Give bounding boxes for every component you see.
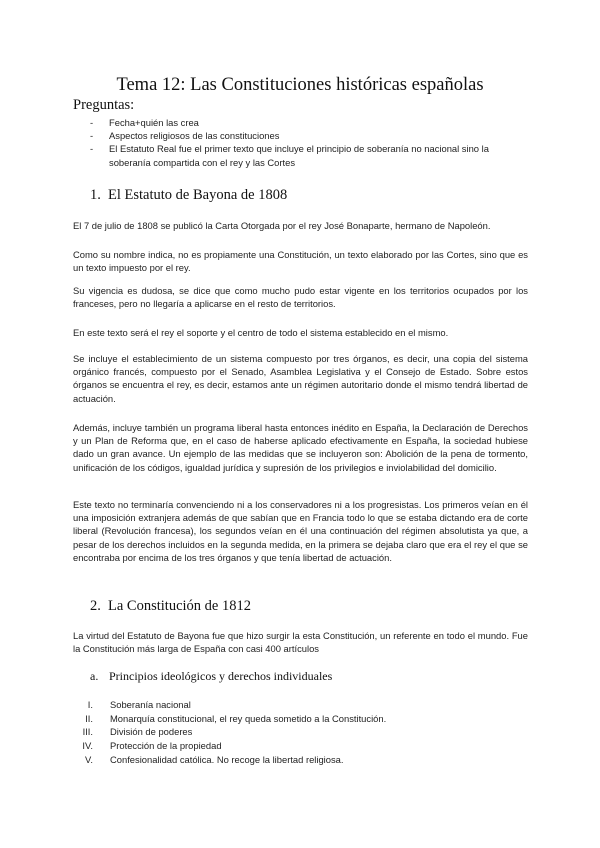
questions-heading: Preguntas:	[73, 97, 135, 113]
bullet-dash: -	[90, 117, 94, 128]
list-item	[73, 753, 528, 767]
list-item	[90, 129, 530, 142]
item-text: Soberanía nacional	[110, 699, 191, 710]
paragraph: Este texto no terminaría convenciendo ni a los conservadores ni a los progresistas. Los primeros veían en él una imposición extranjera además de que sabían que en Francia todo lo que se estaba dictando era de corte liberal (Revolución francesa), los segundos veían en él una continuación del régimen absolutista ya que, a pesar de los derechos incluidos en la segunda medida, en la primera se dejaba claro que era el rey el que se encontraba por encima de los tres órganos y que tenía libertad de actuación.	[73, 499, 528, 563]
item-text: Confesionalidad católica. No recoge la libertad religiosa.	[110, 753, 344, 765]
list-item	[73, 739, 528, 753]
item-text: Monarquía constitucional, el rey queda sometido a la Constitución.	[110, 712, 387, 724]
section-title: La Constitución de 1812	[108, 598, 251, 614]
section-title: El Estatuto de Bayona de 1808	[108, 187, 288, 203]
question-text: El Estatuto Real fue el primer texto que incluye el principio de soberanía no nacional sino la soberanía compartida con el rey y las Cortes	[109, 143, 489, 168]
subsection-heading	[90, 669, 332, 684]
paragraph: Como su nombre indica, no es propiamente una Constitución, un texto elaborado por las Cortes, sino que es un texto impuesto por el rey.	[73, 249, 528, 274]
roman-numeral: I.	[87, 699, 93, 710]
item-text: Protección de la propiedad	[110, 740, 222, 752]
paragraph: Se incluye el establecimiento de un sistema compuesto por tres órganos, es decir, una copia del sistema orgánico francés, compuesto por el Senado, Asamblea Legislativa y el Consejo de Estado. Sobre estos órganos se encuentra el rey, es decir, estamos ante un régimen autoritario donde el mismo tendrá libertad de actuación.	[73, 353, 528, 404]
subsection-title: Principios ideológicos y derechos individuales	[109, 669, 333, 683]
list-item	[73, 712, 528, 726]
list-item	[90, 142, 530, 168]
bullet-dash: -	[90, 130, 94, 142]
question-text: Fecha+quién las crea	[109, 117, 199, 128]
list-item	[73, 698, 528, 712]
paragraph: Además, incluye también un programa liberal hasta entonces inédito en España, la Declaración de Derechos y un Plan de Reforma que, en el caso de haberse aplicado efectivamente en España, la sociedad hubiese dado un gran avance. Un ejemplo de las medidas que se incluyeron son: Abolición de la pena de tormento, unificación de los códigos, igualdad jurídica y supresión de los privilegios e inviolabilidad del domicilio.	[73, 422, 528, 473]
roman-numeral: V.	[85, 753, 93, 765]
section-heading-2	[90, 598, 251, 615]
paragraph: El 7 de julio de 1808 se publicó la Carta Otorgada por el rey José Bonaparte, hermano de Napoleón.	[73, 220, 491, 231]
item-text: División de poderes	[110, 726, 193, 738]
list-item	[73, 725, 528, 739]
bullet-dash: -	[90, 143, 94, 155]
paragraph: En este texto será el rey el soporte y el centro de todo el sistema establecido en el mismo.	[73, 327, 449, 338]
question-text: Aspectos religiosos de las constituciones	[109, 130, 280, 142]
page-title: Tema 12: Las Constituciones históricas españolas	[116, 75, 484, 95]
section-number: 2.	[90, 598, 101, 614]
section-number: 1.	[90, 187, 101, 203]
list-item	[90, 116, 530, 129]
section-heading-1	[90, 187, 287, 204]
principles-list	[73, 698, 528, 766]
questions-list	[90, 116, 530, 169]
roman-numeral: III.	[82, 726, 93, 738]
roman-numeral: IV.	[82, 740, 93, 752]
paragraph: La virtud del Estatuto de Bayona fue que hizo surgir la esta Constitución, un referente en todo el mundo. Fue la Constitución más larga de España con casi 400 artículos	[73, 630, 528, 655]
roman-numeral: II.	[85, 712, 93, 724]
paragraph: Su vigencia es dudosa, se dice que como mucho pudo estar vigente en los territorios ocupados por los franceses, pero no llegaría a aplicarse en el resto de territorios.	[73, 285, 528, 310]
subsection-letter: a.	[90, 669, 99, 683]
